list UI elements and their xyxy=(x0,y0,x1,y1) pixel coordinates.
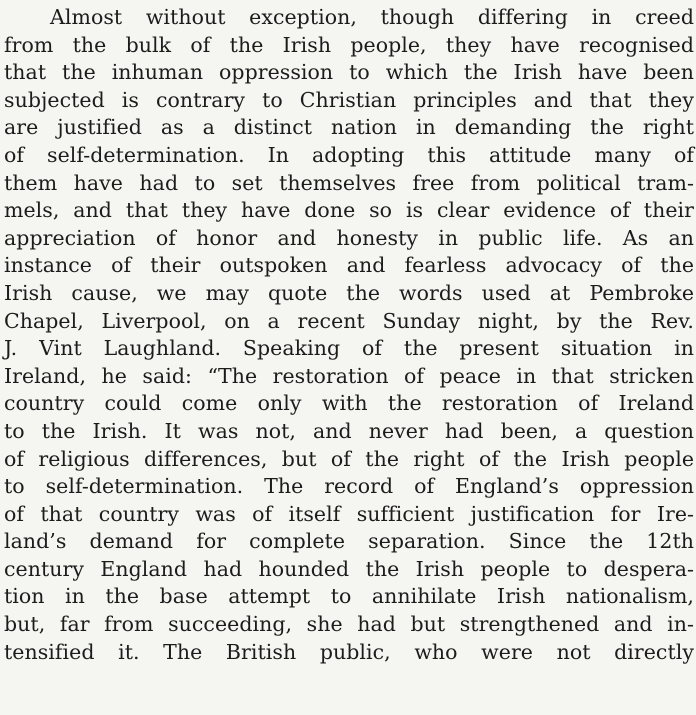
body-paragraph xyxy=(4,4,694,666)
text-line: but, far from succeeding, she had but strengthened and in- xyxy=(4,612,694,637)
text-line: tensified it. The British public, who were not directly xyxy=(4,639,694,664)
text-line: them have had to set themselves free from political tram- xyxy=(4,170,694,195)
text-line: Ireland, he said: “The restoration of peace in that stricken xyxy=(4,363,694,388)
text-line: subjected is contrary to Christian principles and that they xyxy=(4,87,694,112)
text-line: are justified as a distinct nation in demanding the right xyxy=(4,115,694,140)
text-line: appreciation of honor and honesty in public life. As an xyxy=(4,225,694,250)
text-line: century England had hounded the Irish people to despera- xyxy=(4,556,694,581)
text-line: Irish cause, we may quote the words used at Pembroke xyxy=(4,280,694,305)
text-line: tion in the base attempt to annihilate Irish nationalism, xyxy=(4,584,694,609)
text-line: mels, and that they have done so is clear evidence of their xyxy=(4,198,694,223)
text-line: Chapel, Liverpool, on a recent Sunday night, by the Rev. xyxy=(4,308,694,333)
text-line: that the inhuman oppression to which the Irish have been xyxy=(4,60,694,85)
text-line: from the bulk of the Irish people, they have recognised xyxy=(4,32,694,57)
text-line: of self-determination. In adopting this attitude many of xyxy=(4,142,694,167)
text-line: J. Vint Laughland. Speaking of the present situation in xyxy=(4,336,694,361)
text-line: to self-determination. The record of England’s oppression xyxy=(4,474,694,499)
text-line: instance of their outspoken and fearless advocacy of the xyxy=(4,253,694,278)
text-line: of religious differences, but of the right of the Irish people xyxy=(4,446,694,471)
text-line: to the Irish. It was not, and never had been, a question xyxy=(4,418,694,443)
text-line: country could come only with the restoration of Ireland xyxy=(4,391,694,416)
text-line: Almost without exception, though differing in creed xyxy=(50,5,694,29)
text-line: of that country was of itself sufficient justification for Ire- xyxy=(4,501,694,526)
text-line: land’s demand for complete separation. Since the 12th xyxy=(4,529,694,554)
